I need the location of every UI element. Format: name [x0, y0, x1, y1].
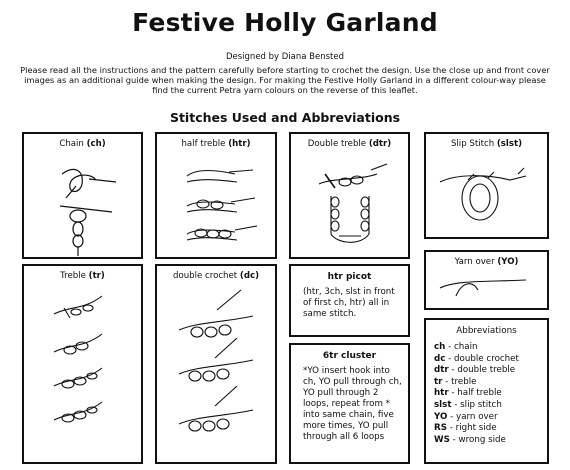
abbreviation-item: [434, 365, 547, 377]
abbreviation-code: tr: [434, 376, 443, 387]
yarn-over-illustration: [426, 252, 547, 308]
abbreviation-code: RS: [434, 423, 447, 434]
half-treble-caption: half treble (htr): [181, 139, 251, 149]
designer-credit: Designed by Diana Bensted: [225, 52, 345, 62]
htr-picot-box: [289, 264, 410, 337]
abbreviation-code: htr: [434, 388, 449, 399]
abbreviations-list: [434, 342, 547, 446]
intro-paragraph: Please read all the instructions and the pattern carefully before starting to crochet the design. Use the close up and front cover images as an additional guide when making the design. For making the Festive Holly Garland in a different colour-way please find the current Petra yarn colours on the reverse of this leaflet.: [20, 65, 550, 95]
half-treble-stitch-box: [155, 132, 277, 259]
abbreviation-sep: -: [448, 365, 458, 376]
half-treble-illustration: [157, 134, 275, 257]
double-treble-stitch-box: [289, 132, 410, 259]
chain-stitch-box: [22, 132, 143, 259]
abbreviation-meaning: right side: [455, 423, 497, 434]
page-title: Festive Holly Garland: [132, 8, 438, 37]
abbreviations-title: Abbreviations: [456, 326, 517, 336]
abbreviation-item: [434, 354, 547, 366]
abbreviation-item: [434, 377, 547, 389]
abbreviation-item: [434, 400, 547, 412]
slip-stitch-caption: Slip Stitch (slst): [450, 139, 523, 149]
chain-caption: Chain (ch): [59, 139, 106, 149]
abbreviation-sep: -: [446, 423, 456, 434]
chain-illustration: [24, 134, 141, 257]
abbreviation-item: [434, 412, 547, 424]
htr-picot-heading: htr picot: [327, 272, 372, 282]
treble-illustration: [24, 266, 141, 462]
tr-cluster-text: *YO insert hook into ch, YO pull through ch, YO pull through 2 loops, repeat from * into same chain, five more times, YO pull through all 6 loops: [303, 366, 402, 442]
abbreviation-code: ch: [434, 342, 446, 352]
section-heading: Stitches Used and Abbreviations: [169, 110, 401, 125]
abbreviation-sep: -: [442, 376, 452, 387]
tr-cluster-heading: 6tr cluster: [322, 351, 377, 361]
slip-stitch-box: [424, 132, 549, 239]
abbreviation-code: dc: [434, 353, 446, 364]
abbreviation-code: slst: [434, 399, 452, 410]
double-treble-illustration: [291, 134, 408, 257]
abbreviation-sep: -: [449, 434, 459, 445]
abbreviation-item: [434, 423, 547, 435]
abbreviation-code: dtr: [434, 365, 449, 376]
slip-stitch-illustration: [426, 134, 547, 237]
yarn-over-box: [424, 250, 549, 310]
abbreviation-meaning: slip stitch: [460, 399, 502, 410]
htr-picot-text: (htr, 3ch, slst in front of first ch, htr) all in same stitch.: [303, 287, 395, 319]
abbreviation-code: YO: [434, 411, 448, 422]
treble-caption: Treble (tr): [60, 271, 105, 281]
abbreviation-meaning: chain: [454, 342, 478, 352]
double-treble-caption: Double treble (dtr): [307, 139, 392, 149]
abbreviation-sep: -: [445, 353, 455, 364]
abbreviations-box: [424, 318, 549, 464]
abbreviation-meaning: half treble: [457, 388, 502, 399]
abbreviation-item: [434, 342, 547, 354]
abbreviation-meaning: double crochet: [454, 353, 519, 364]
abbreviation-meaning: wrong side: [458, 434, 506, 445]
abbreviation-meaning: yarn over: [456, 411, 498, 422]
abbreviation-item: [434, 435, 547, 447]
abbreviation-sep: -: [451, 399, 461, 410]
abbreviation-item: [434, 388, 547, 400]
abbreviation-sep: -: [447, 411, 457, 422]
tr-cluster-box: [289, 343, 410, 464]
abbreviation-sep: -: [445, 342, 455, 352]
treble-stitch-box: [22, 264, 143, 464]
abbreviation-meaning: double treble: [457, 365, 516, 376]
abbreviation-meaning: treble: [451, 376, 477, 387]
double-crochet-caption: double crochet (dc): [172, 271, 260, 281]
yarn-over-caption: Yarn over (YO): [454, 257, 519, 267]
abbreviation-sep: -: [448, 388, 458, 399]
double-crochet-illustration: [157, 266, 275, 462]
double-crochet-stitch-box: [155, 264, 277, 464]
abbreviation-code: WS: [434, 434, 450, 445]
